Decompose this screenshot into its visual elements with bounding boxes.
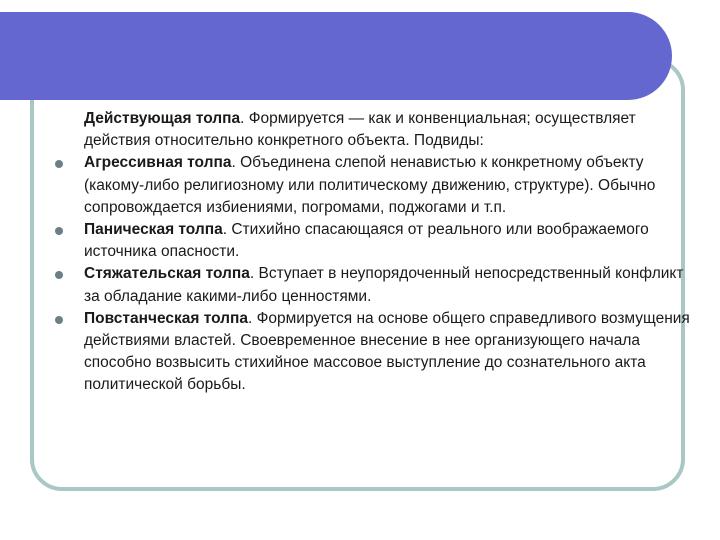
item-text: . Формируется на основе общего справедливого возмущения действиями властей. Своевременное внесение в нее организующего начала способно возвысить стихийное массовое выступление до сознательного акта политической борьбы. [84,309,690,394]
item-term: Паническая толпа [84,221,223,239]
item-term: Повстанческая толпа [84,309,249,327]
intro-term: Действующая толпа [84,110,241,127]
slide-body [55,108,695,397]
list-item-panic [55,219,695,263]
bullet-icon [55,271,63,279]
bullet-icon [55,227,63,235]
item-term: Агрессивная толпа [84,154,232,172]
item-term: Стяжательская толпа [84,265,250,283]
item-text: . Объединена слепой ненавистью к конкретному объекту (какому-либо религиозному или политическому движению, структуре). Обычно сопровождается избиениями, погромами, поджогами и т.п. [84,154,656,216]
list-item-rebel [55,308,695,397]
bullet-icon [55,160,63,168]
title-bar [0,12,672,100]
intro-text: . Формируется — как и конвенциальная; осуществляет действия относительно конкретного объекта. Подвиды: [84,110,636,150]
list-item-aggressive [55,152,695,219]
list-item-acquisitive [55,263,695,307]
intro-paragraph [55,108,695,152]
item-text: . Вступает в неупорядоченный непосредственный конфликт за обладание какими-либо ценностями. [84,265,684,305]
item-text: . Стихийно спасающаяся от реального или воображаемого источника опасности. [84,221,649,261]
bullet-icon [55,316,63,324]
